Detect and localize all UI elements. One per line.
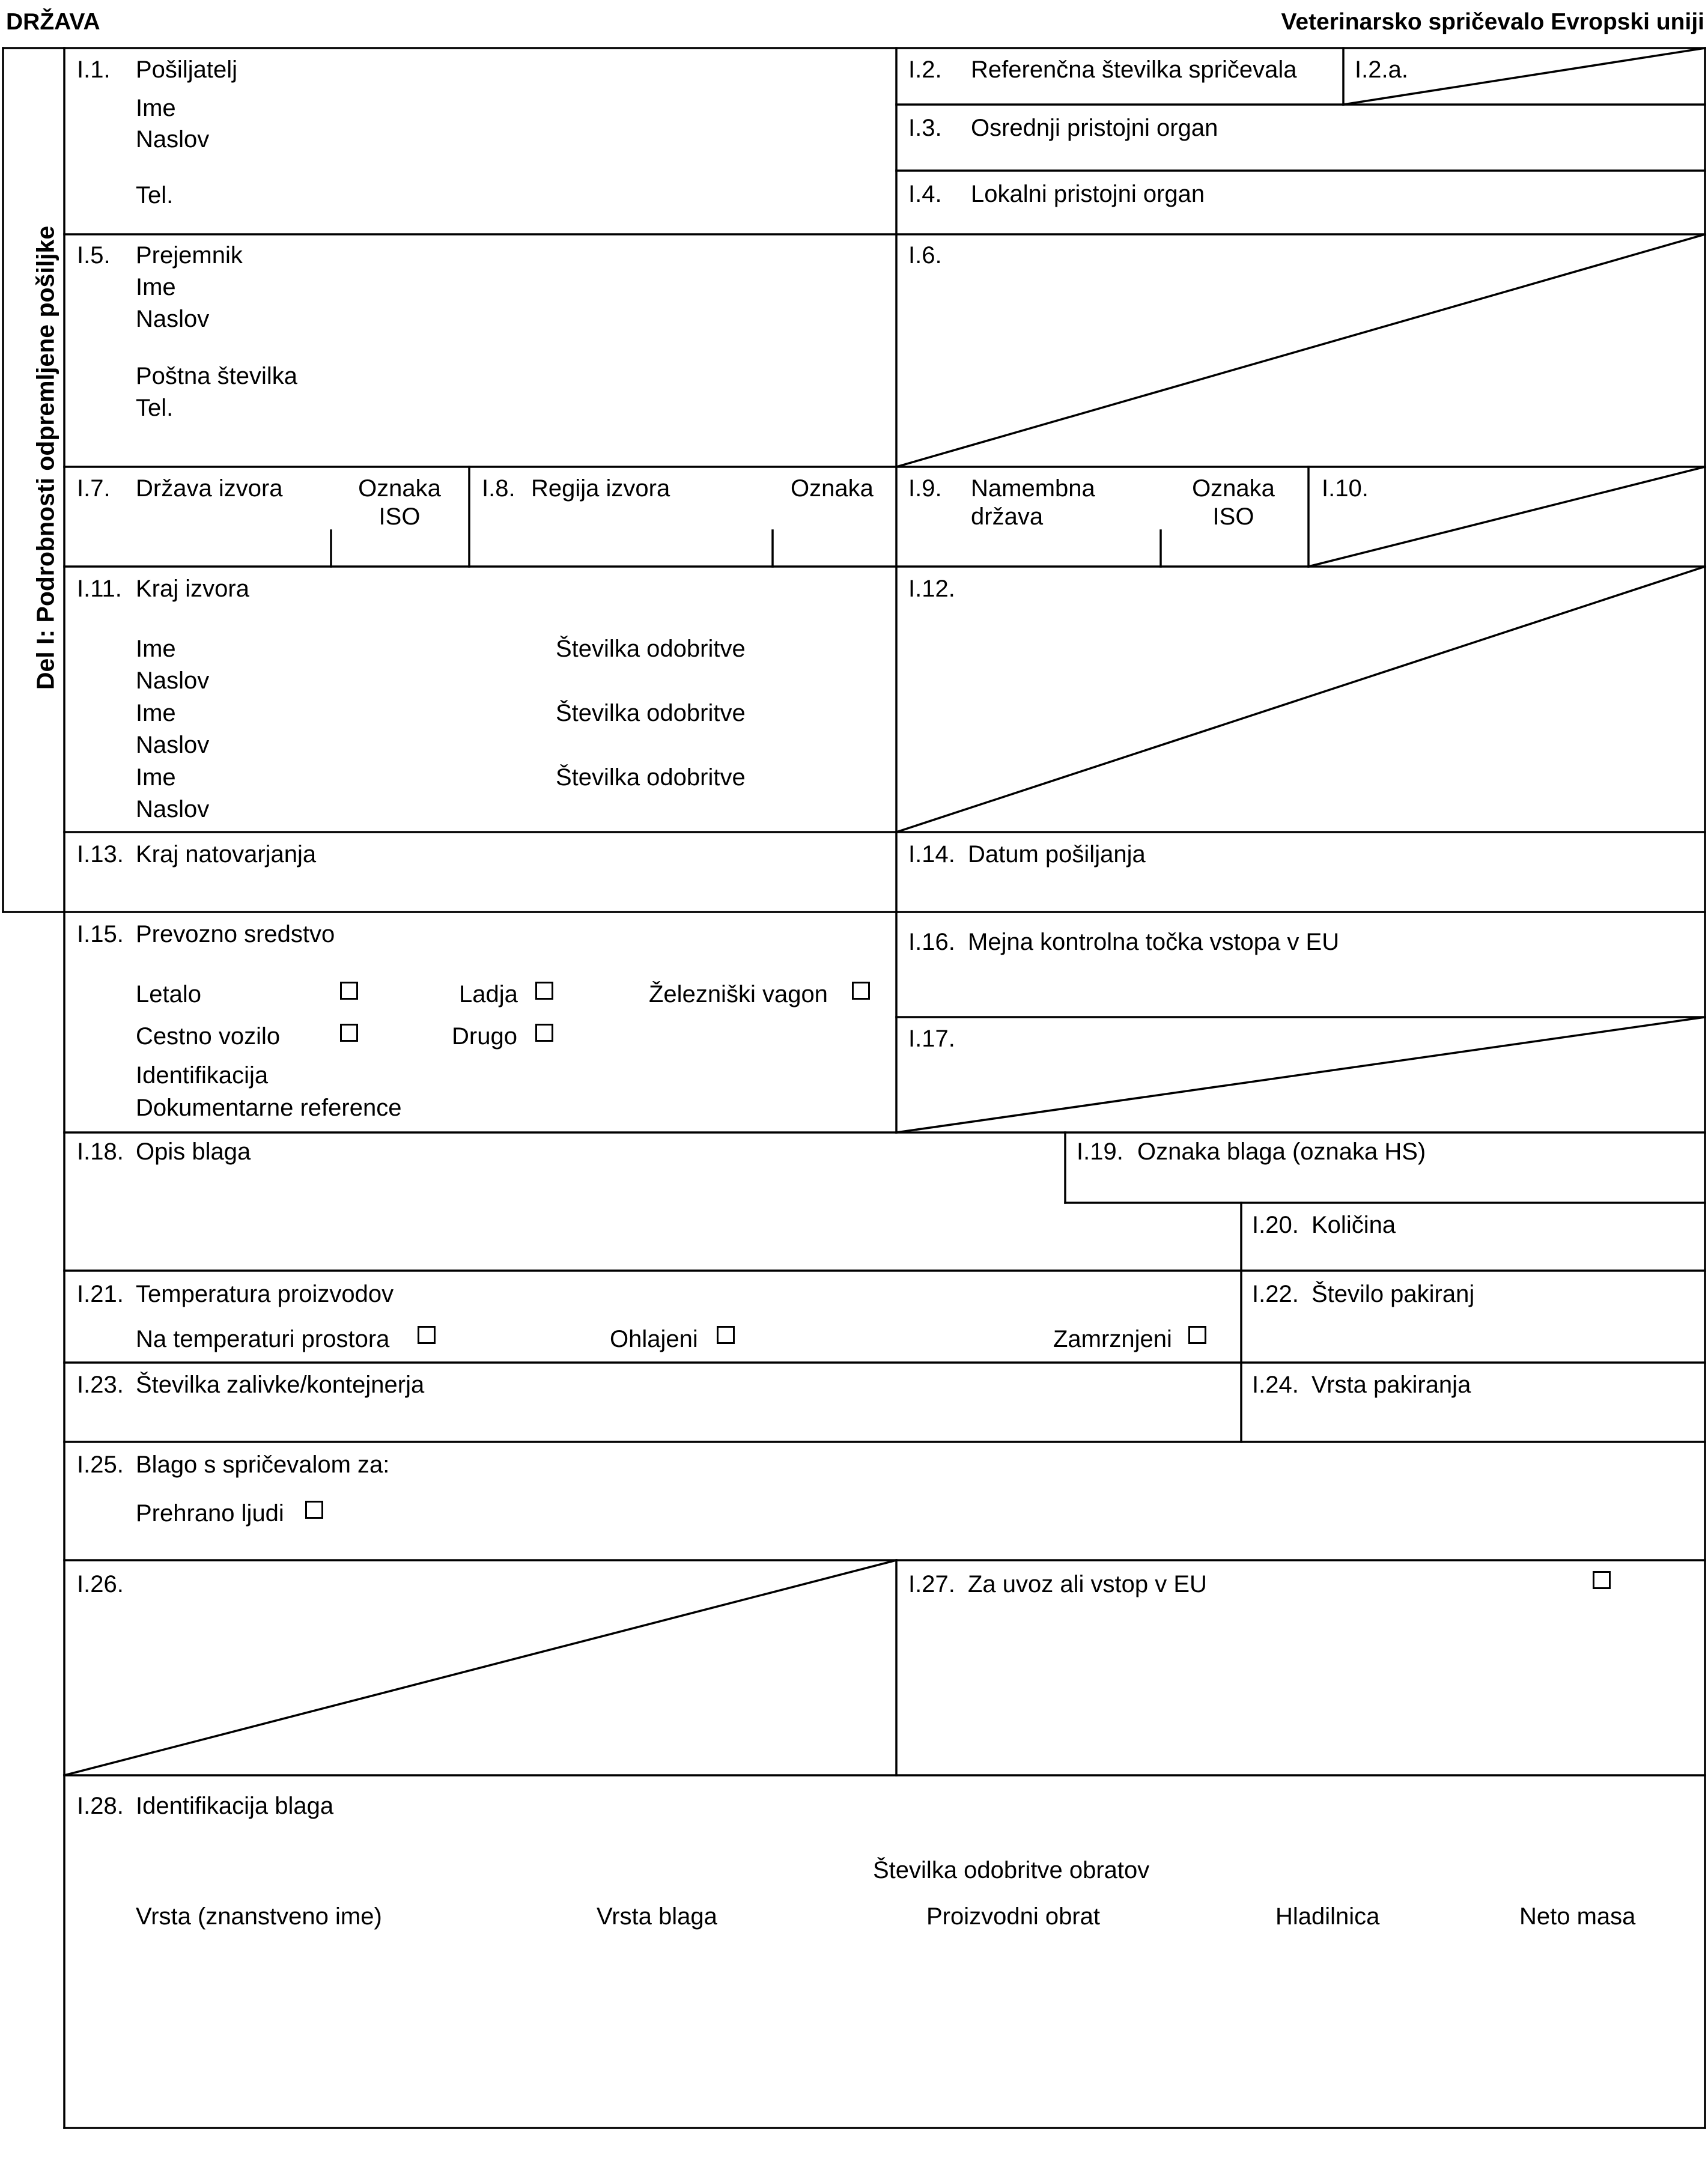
i5-number: I.5.	[77, 242, 111, 269]
i27-number: I.27.	[908, 1571, 955, 1597]
i14-number: I.14.	[908, 841, 955, 868]
i25-human-label: Prehrano ljudi	[136, 1500, 284, 1527]
i13-number: I.13.	[77, 841, 124, 868]
i1-address: Naslov	[136, 126, 210, 153]
i21-frozen-label: Zamrznjeni	[1053, 1326, 1172, 1352]
i11-approval-3: Številka odobritve	[556, 764, 746, 791]
i19-number: I.19.	[1077, 1138, 1123, 1165]
i21-chilled-checkbox[interactable]	[717, 1326, 735, 1344]
i15-rail-label: Železniški vagon	[649, 981, 828, 1008]
i8-code-label: Oznaka	[791, 475, 874, 502]
i9-iso-label-2: ISO	[1212, 503, 1254, 530]
i11-number: I.11.	[77, 576, 122, 602]
i23-label: Številka zalivke/kontejnerja	[136, 1372, 425, 1398]
i5-address: Naslov	[136, 306, 210, 332]
header-title: Veterinarsko spričevalo Evropski uniji	[1281, 9, 1704, 35]
i28-column-net-weight: Neto masa	[1519, 1903, 1636, 1930]
i21-frozen-checkbox[interactable]	[1188, 1326, 1206, 1344]
i14-label: Datum pošiljanja	[968, 841, 1146, 868]
i16-number: I.16.	[908, 929, 955, 955]
i7-iso-label-1: Oznaka	[358, 475, 441, 502]
i28-column-species: Vrsta (znanstveno ime)	[136, 1903, 382, 1930]
i28-column-plant: Proizvodni obrat	[926, 1903, 1101, 1930]
i28-number: I.28.	[77, 1793, 124, 1819]
i11-address-1: Naslov	[136, 667, 210, 694]
i21-ambient-checkbox[interactable]	[418, 1326, 436, 1344]
i9-iso-label-1: Oznaka	[1192, 475, 1275, 502]
i11-address-2: Naslov	[136, 732, 210, 758]
i15-other-checkbox[interactable]	[535, 1024, 553, 1042]
i18-number: I.18.	[77, 1138, 124, 1165]
i8-label: Regija izvora	[531, 475, 670, 502]
i1-name: Ime	[136, 95, 176, 121]
i8-number: I.8.	[482, 475, 515, 502]
i9-label-1: Namembna	[971, 475, 1095, 502]
i20-label: Količina	[1311, 1212, 1396, 1238]
i4-label: Lokalni pristojni organ	[971, 181, 1205, 207]
i11-name-1: Ime	[136, 636, 176, 662]
i15-road-checkbox[interactable]	[340, 1024, 358, 1042]
i21-number: I.21.	[77, 1281, 124, 1307]
i12-number: I.12.	[908, 576, 955, 602]
i5-name: Ime	[136, 274, 176, 300]
i7-number: I.7.	[77, 475, 111, 502]
i5-label: Prejemnik	[136, 242, 243, 269]
i20-number: I.20.	[1252, 1212, 1299, 1238]
i23-number: I.23.	[77, 1372, 124, 1398]
i3-label: Osrednji pristojni organ	[971, 115, 1218, 141]
i22-number: I.22.	[1252, 1281, 1299, 1307]
i27-checkbox[interactable]	[1593, 1571, 1611, 1589]
i17-number: I.17.	[908, 1026, 955, 1052]
i15-documents: Dokumentarne reference	[136, 1095, 402, 1121]
i11-approval-2: Številka odobritve	[556, 700, 746, 726]
i5-postcode: Poštna številka	[136, 363, 298, 389]
i24-number: I.24.	[1252, 1372, 1299, 1398]
i7-iso-label-2: ISO	[378, 503, 421, 530]
i9-number: I.9.	[908, 475, 942, 502]
i21-chilled-label: Ohlajeni	[610, 1326, 698, 1352]
i11-address-3: Naslov	[136, 796, 210, 822]
i15-ship-checkbox[interactable]	[535, 982, 553, 1000]
i15-rail-checkbox[interactable]	[852, 982, 870, 1000]
i28-column-cold-store: Hladilnica	[1275, 1903, 1380, 1930]
i10-number: I.10.	[1322, 475, 1369, 502]
i1-label: Pošiljatelj	[136, 56, 237, 83]
i25-human-checkbox[interactable]	[305, 1501, 323, 1519]
header-country: DRŽAVA	[6, 9, 100, 35]
i2a-number: I.2.a.	[1355, 56, 1408, 83]
i16-label: Mejna kontrolna točka vstopa v EU	[968, 929, 1340, 955]
i2-label: Referenčna številka spričevala	[971, 56, 1297, 83]
i28-column-commodity: Vrsta blaga	[597, 1903, 717, 1930]
i15-label: Prevozno sredstvo	[136, 921, 335, 947]
i11-name-2: Ime	[136, 700, 176, 726]
i1-tel: Tel.	[136, 182, 174, 208]
i24-label: Vrsta pakiranja	[1311, 1372, 1471, 1398]
i18-label: Opis blaga	[136, 1138, 251, 1165]
i15-road-label: Cestno vozilo	[136, 1023, 281, 1050]
i15-identification: Identifikacija	[136, 1062, 269, 1089]
i7-label: Država izvora	[136, 475, 283, 502]
i9-label-2: država	[971, 503, 1044, 530]
i15-number: I.15.	[77, 921, 124, 947]
i28-approval-header: Številka odobritve obratov	[873, 1857, 1150, 1883]
i13-label: Kraj natovarjanja	[136, 841, 317, 868]
i25-number: I.25.	[77, 1451, 124, 1478]
i5-tel: Tel.	[136, 395, 174, 421]
i22-label: Število pakiranj	[1311, 1281, 1475, 1307]
i3-number: I.3.	[908, 115, 942, 141]
i15-other-label: Drugo	[452, 1023, 517, 1050]
i15-ship-label: Ladja	[459, 981, 518, 1008]
i11-label: Kraj izvora	[136, 576, 249, 602]
part-label: Del I: Podrobnosti odpremljene pošiljke	[31, 225, 59, 690]
i19-label: Oznaka blaga (oznaka HS)	[1137, 1138, 1426, 1165]
i21-ambient-label: Na temperaturi prostora	[136, 1326, 390, 1352]
i27-label: Za uvoz ali vstop v EU	[968, 1571, 1207, 1597]
i6-number: I.6.	[908, 242, 942, 269]
i4-number: I.4.	[908, 181, 942, 207]
i1-number: I.1.	[77, 56, 111, 83]
i15-aircraft-checkbox[interactable]	[340, 982, 358, 1000]
i2-number: I.2.	[908, 56, 942, 83]
i26-number: I.26.	[77, 1571, 124, 1597]
i25-label: Blago s spričevalom za:	[136, 1451, 390, 1478]
i28-label: Identifikacija blaga	[136, 1793, 334, 1819]
i11-approval-1: Številka odobritve	[556, 636, 746, 662]
i15-aircraft-label: Letalo	[136, 981, 201, 1008]
i11-name-3: Ime	[136, 764, 176, 791]
i21-label: Temperatura proizvodov	[136, 1281, 394, 1307]
